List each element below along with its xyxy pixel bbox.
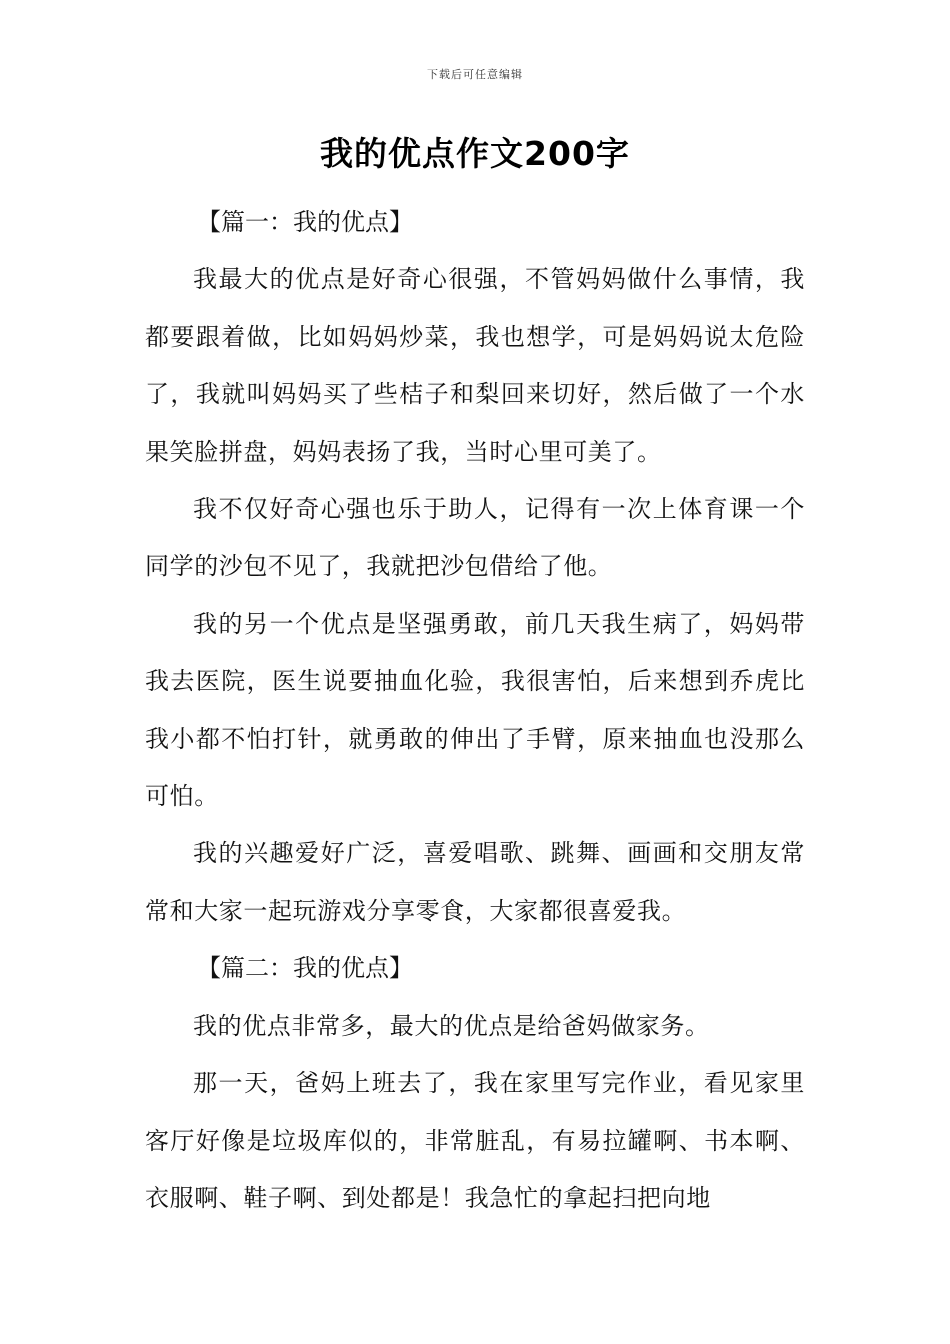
document-body (145, 194, 805, 1227)
paragraph-2: 我不仅好奇心强也乐于助人，记得有一次上体育课一个同学的沙包不见了，我就把沙包借给了他。 (145, 495, 805, 581)
document-title: 我的优点作文200字 (320, 134, 630, 173)
section-heading-1: 【篇一：我的优点】 (197, 208, 413, 236)
paragraph-4: 我的兴趣爱好广泛，喜爱唱歌、跳舞、画画和交朋友常常和大家一起玩游戏分享零食，大家都很喜爱我。 (145, 839, 805, 925)
paragraph-6: 那一天，爸妈上班去了，我在家里写完作业，看见家里客厅好像是垃圾库似的，非常脏乱，有易拉罐啊、书本啊、衣服啊、鞋子啊、到处都是！我急忙的拿起扫把向地 (145, 1069, 805, 1212)
section-heading-2: 【篇二：我的优点】 (197, 954, 413, 983)
paragraph-1: 我最大的优点是好奇心很强，不管妈妈做什么事情，我都要跟着做，比如妈妈炒菜，我也想学，可是妈妈说太危险了，我就叫妈妈买了些桔子和梨回来切好，然后做了一个水果笑脸拼盘，妈妈表扬了我，当时心里可美了。 (145, 265, 805, 466)
paragraph-3: 我的另一个优点是坚强勇敢，前几天我生病了，妈妈带我去医院，医生说要抽血化验，我很害怕，后来想到乔虎比我小都不怕打针，就勇敢的伸出了手臂，原来抽血也没那么可怕。 (145, 609, 805, 811)
header-note: 下载后可任意编辑 (427, 68, 523, 81)
paragraph-5: 我的优点非常多，最大的优点是给爸妈做家务。 (193, 1011, 710, 1040)
